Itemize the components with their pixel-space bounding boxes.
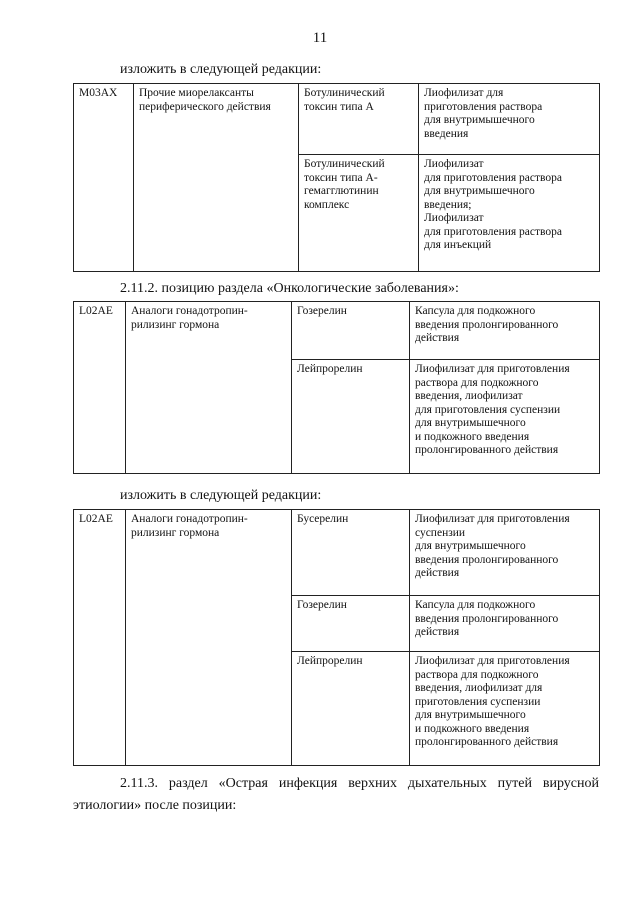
dosage-form: Лиофилизат для приготовления раствора для внутримышечного введения bbox=[424, 87, 543, 140]
drug-name: Ботулинический токсин типа А bbox=[304, 87, 385, 113]
drug-cell bbox=[299, 84, 419, 155]
form-cell bbox=[410, 360, 600, 474]
dosage-form: Лиофилизат для приготовления раствора для внутримышечного введения; Лиофилизат для приготовления раствора для инъекций bbox=[424, 158, 562, 251]
table-2 bbox=[73, 301, 600, 474]
drug-name: Лейпрорелин bbox=[297, 363, 363, 375]
drug-name: Лейпрорелин bbox=[297, 655, 363, 667]
atc-code-cell bbox=[74, 302, 126, 474]
drug-cell bbox=[292, 360, 410, 474]
drug-name: Ботулинический токсин типа А- гемагглютинин комплекс bbox=[304, 158, 385, 211]
group-cell bbox=[134, 84, 299, 272]
dosage-form: Лиофилизат для приготовления раствора для подкожного введения, лиофилизат для приготовления суспензии для внутримышечного и подкожного введения пролонгированного действия bbox=[415, 655, 570, 748]
dosage-form: Капсула для подкожного введения пролонгированного действия bbox=[415, 305, 559, 344]
form-cell bbox=[419, 84, 600, 155]
drug-cell bbox=[292, 510, 410, 596]
atc-code-cell bbox=[74, 84, 134, 272]
dosage-form: Лиофилизат для приготовления раствора для подкожного введения, лиофилизат для приготовления суспензии для внутримышечного и подкожного введения пролонгированного действия bbox=[415, 363, 570, 456]
form-cell bbox=[410, 510, 600, 596]
instruction-3: изложить в следующей редакции: bbox=[120, 488, 322, 503]
drug-name: Бусерелин bbox=[297, 513, 349, 525]
drug-name: Гозерелин bbox=[297, 305, 347, 317]
group-cell bbox=[126, 510, 292, 766]
group-name: Аналоги гонадотропин- рилизинг гормона bbox=[131, 305, 248, 331]
form-cell bbox=[410, 302, 600, 360]
form-cell bbox=[419, 155, 600, 272]
dosage-form: Лиофилизат для приготовления суспензии для внутримышечного введения пролонгированного действия bbox=[415, 513, 570, 579]
instruction-2: 2.11.2. позицию раздела «Онкологические заболевания»: bbox=[120, 281, 459, 296]
instruction-4: 2.11.3. раздел «Острая инфекция верхних дыхательных путей вирусной этиологии» после позиции: bbox=[73, 776, 599, 813]
atc-code: M03AX bbox=[79, 87, 118, 99]
table-row bbox=[74, 302, 600, 360]
table-1 bbox=[73, 83, 600, 272]
drug-cell bbox=[299, 155, 419, 272]
atc-code: L02AE bbox=[79, 513, 113, 525]
dosage-form: Капсула для подкожного введения пролонгированного действия bbox=[415, 599, 559, 638]
instruction-1: изложить в следующей редакции: bbox=[120, 62, 322, 77]
page-number: 11 bbox=[312, 30, 328, 46]
group-cell bbox=[126, 302, 292, 474]
form-cell bbox=[410, 652, 600, 766]
table-row bbox=[74, 510, 600, 596]
group-name: Аналоги гонадотропин- рилизинг гормона bbox=[131, 513, 248, 539]
atc-code-cell bbox=[74, 510, 126, 766]
table-row bbox=[74, 84, 600, 155]
drug-cell bbox=[292, 596, 410, 652]
atc-code: L02AE bbox=[79, 305, 113, 317]
drug-name: Гозерелин bbox=[297, 599, 347, 611]
table-3 bbox=[73, 509, 600, 766]
drug-cell bbox=[292, 302, 410, 360]
form-cell bbox=[410, 596, 600, 652]
group-name: Прочие миорелаксанты периферического действия bbox=[139, 87, 271, 113]
drug-cell bbox=[292, 652, 410, 766]
